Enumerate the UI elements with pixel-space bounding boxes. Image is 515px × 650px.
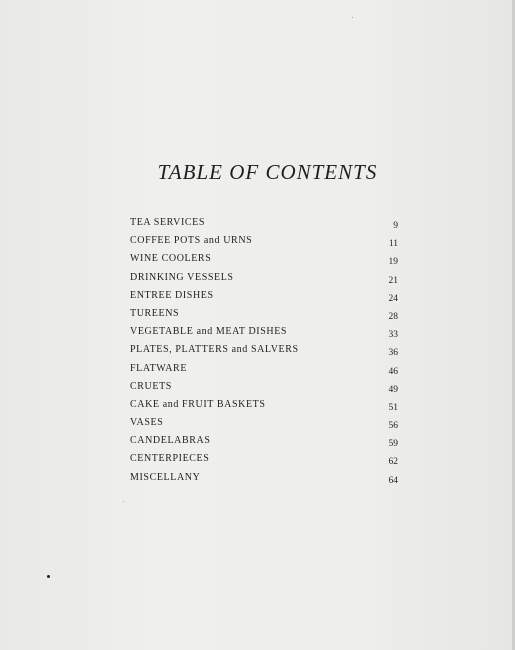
toc-entry-page-number: 46 xyxy=(388,366,398,377)
toc-entry xyxy=(130,269,400,287)
toc-entry-label: PLATES, PLATTERS and SALVERS xyxy=(130,344,299,356)
toc-entry-page-number: 9 xyxy=(393,221,398,231)
toc-entry-label: CRUETS xyxy=(130,380,172,392)
toc-entry xyxy=(130,341,400,359)
toc-entry xyxy=(130,450,400,468)
toc-entry-label: WINE COOLERS xyxy=(130,253,212,265)
toc-entry-page-number: 21 xyxy=(388,275,398,286)
toc-entry xyxy=(130,287,400,305)
toc-entry-label: DRINKING VESSELS xyxy=(130,271,234,283)
toc-entry-label: FLATWARE xyxy=(130,362,188,374)
scan-speck xyxy=(47,575,50,578)
toc-entry xyxy=(130,323,400,341)
toc-entry-label: TUREENS xyxy=(130,307,180,319)
toc-entry-page-number: 33 xyxy=(388,330,398,341)
toc-entry xyxy=(130,305,400,323)
toc-entry xyxy=(130,396,400,414)
toc-entry-label: CANDELABRAS xyxy=(130,435,211,447)
toc-entry xyxy=(130,414,400,432)
toc-entry xyxy=(130,250,400,268)
toc-entry-page-number: 64 xyxy=(388,475,398,486)
toc-entry-label: CAKE and FRUIT BASKETS xyxy=(130,398,266,410)
toc-entry-label: COFFEE POTS and URNS xyxy=(130,235,253,247)
scan-speck xyxy=(123,501,124,502)
toc-entry-label: ENTREE DISHES xyxy=(130,289,214,301)
toc-entry-label: MISCELLANY xyxy=(130,471,201,483)
toc-entry xyxy=(130,360,400,378)
toc-entry xyxy=(130,232,400,250)
toc-entry-page-number: 56 xyxy=(388,421,398,432)
toc-entry-page-number: 51 xyxy=(388,402,398,413)
toc-entry-page-number: 62 xyxy=(388,457,398,468)
toc-entry-page-number: 19 xyxy=(388,257,398,268)
toc-entry-label: VASES xyxy=(130,417,164,429)
toc-entry xyxy=(130,432,400,450)
toc-entry-page-number: 28 xyxy=(388,311,398,322)
toc-entry-page-number: 24 xyxy=(388,293,398,304)
toc-entry xyxy=(130,469,400,487)
toc-entry-label: TEA SERVICES xyxy=(130,217,206,228)
toc-entry-page-number: 36 xyxy=(388,348,398,359)
toc-entry-page-number: 49 xyxy=(388,384,398,395)
toc-entry-label: CENTERPIECES xyxy=(130,453,210,465)
scan-speck xyxy=(352,17,353,18)
page-title: TABLE OF CONTENTS xyxy=(157,160,378,184)
toc-entry-page-number: 59 xyxy=(388,439,398,450)
toc-entry xyxy=(130,378,400,396)
toc-entry-page-number: 11 xyxy=(388,239,398,250)
toc-entry-label: VEGETABLE and MEAT DISHES xyxy=(130,326,288,338)
toc-entry xyxy=(130,214,400,232)
table-of-contents xyxy=(130,214,400,487)
